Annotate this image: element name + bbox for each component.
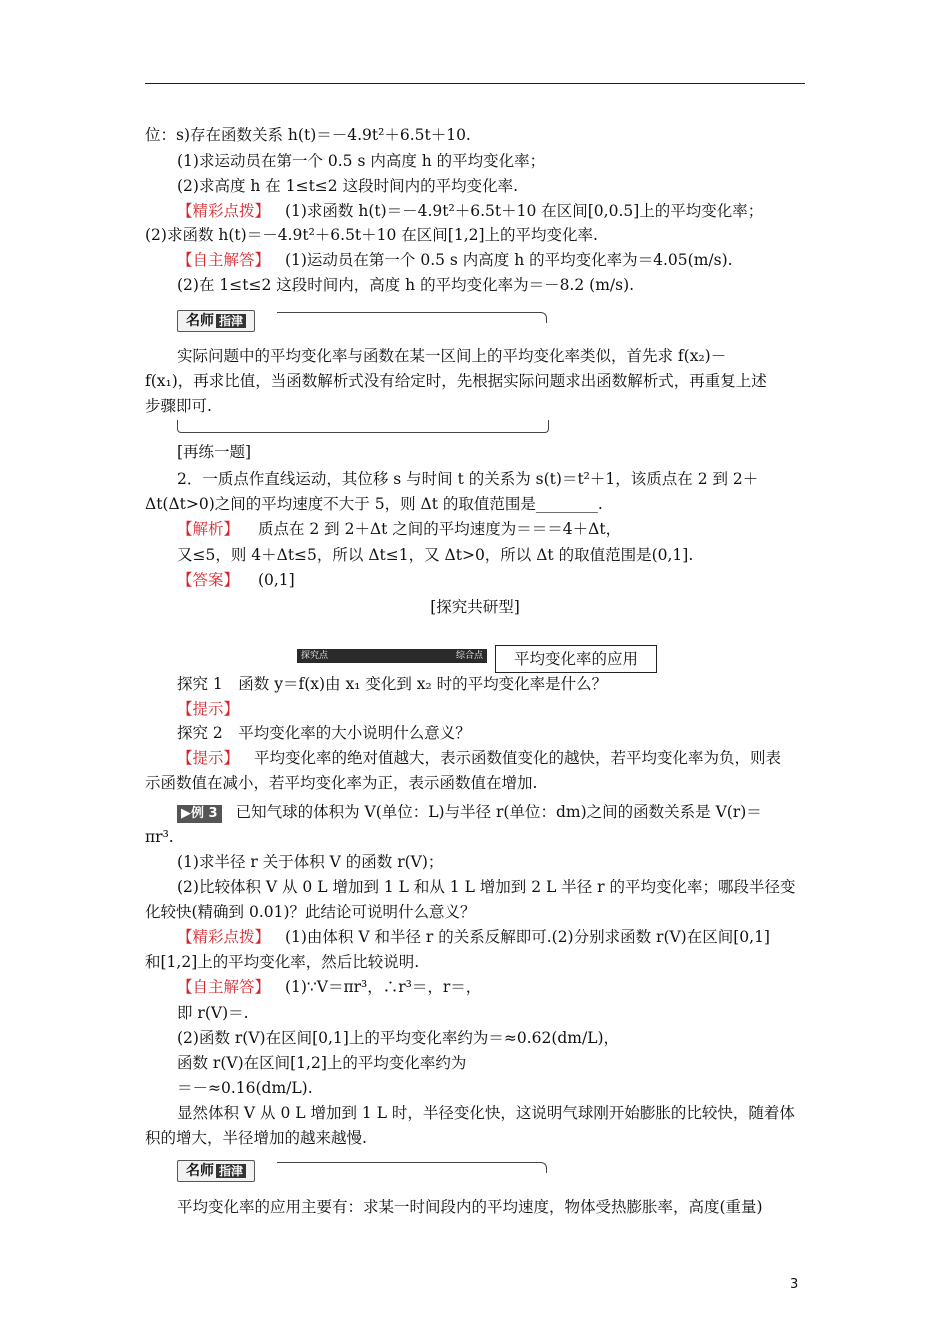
tip-box-header [177,310,547,332]
section-heading: [探究共研型] [430,598,520,616]
text-line [177,747,781,769]
text-span: (1)运动员在第一个 0.5 s 内高度 h 的平均变化率为＝4.05(m/s). [284,251,733,269]
text-line: πr³. [145,828,174,846]
text-line: 示函数值在减小，若平均变化率为正，表示函数值在增加. [145,774,538,792]
topic-right-label: 综合点 [455,651,483,661]
tip-box-frame-top [277,1162,547,1173]
zizhu-tag: 【自主解答】 [177,251,271,269]
jiexi-tag: 【解析】 [177,520,240,538]
tip-label-main: 名师 [186,1163,214,1179]
jingcai-tag: 【精彩点拨】 [177,928,271,946]
text-line: 即 r(V)＝. [177,1004,249,1022]
page-number: 3 [790,1277,799,1292]
tip-label [177,1160,255,1182]
text-line [177,569,295,591]
tip-label-accent: 指津 [216,1164,246,1178]
text-line: (2)求函数 h(t)＝－4.9t²＋6.5t＋10 在区间[1,2]上的平均变化率. [145,226,598,244]
tip-label-accent: 指津 [216,314,246,328]
text-span: 已知气球的体积为 V(单位：L)与半径 r(单位：dm)之间的函数关系是 V(r)＝ [235,803,762,821]
daan-tag: 【答案】 [177,571,240,589]
tishi-tag: 【提示】 [177,749,240,767]
text-line: 实际问题中的平均变化率与函数在某一区间上的平均变化率类似，首先求 f(x₂)－ [177,347,727,365]
topic-title: 平均变化率的应用 [495,645,657,673]
text-line [177,518,621,540]
text-line: 和[1,2]上的平均变化率，然后比较说明. [145,953,420,971]
text-line: 平均变化率的应用主要有：求某一时间段内的平均速度，物体受热膨胀率，高度(重量) [177,1198,763,1216]
text-line: 步骤即可. [145,397,212,415]
text-line [177,200,763,222]
jingcai-tag: 【精彩点拨】 [177,202,271,220]
text-line [177,801,762,823]
text-line: (2)函数 r(V)在区间[0,1]上的平均变化率约为＝≈0.62(dm/L)， [177,1029,620,1047]
text-line: [再练一题] [177,443,252,461]
text-line: (1)求半径 r 关于体积 V 的函数 r(V)； [177,853,444,871]
text-line: (2)比较体积 V 从 0 L 增加到 1 L 和从 1 L 增加到 2 L 半径 r 的平均变化率；哪段半径变 [177,878,796,896]
text-span: (1)求函数 h(t)＝－4.9t²＋6.5t＋10 在区间[0,0.5]上的平均变化率； [284,202,764,220]
topic-bar-dark [297,649,487,663]
text-line [177,926,770,948]
text-line: 又≤5，则 4＋Δt≤5，所以 Δt≤1，又 Δt>0，所以 Δt 的取值范围是(0,1]. [177,546,694,564]
topic-left-label: 探究点 [301,651,329,661]
header-rule [145,83,805,84]
text-line: 位：s)存在函数关系 h(t)＝－4.9t²＋6.5t＋10. [145,126,471,144]
tip-box-header [177,1160,547,1182]
text-line: 积的增大，半径增加的越来越慢. [145,1129,367,1147]
text-span: (1)由体积 V 和半径 r 的关系反解即可.(2)分别求函数 r(V)在区间[0,1] [284,928,770,946]
text-line [177,698,239,720]
text-line [177,976,481,998]
example-badge: ▶例 3 [177,805,222,823]
text-line: 探究 2 平均变化率的大小说明什么意义？ [177,724,471,742]
tip-box-frame-top [277,312,547,323]
text-span: 平均变化率的绝对值越大，表示函数值变化的越快，若平均变化率为负，则表 [253,749,781,767]
text-line: (1)求运动员在第一个 0.5 s 内高度 h 的平均变化率； [177,152,546,170]
answer-text: (0,1] [257,571,295,589]
text-line: (2)求高度 h 在 1≤t≤2 这段时间内的平均变化率. [177,177,519,195]
text-line: ＝－≈0.16(dm/L). [177,1079,313,1097]
text-line: 函数 r(V)在区间[1,2]上的平均变化率约为 [177,1054,467,1072]
tip-label [177,310,255,332]
text-line: 2．一质点作直线运动，其位移 s 与时间 t 的关系为 s(t)＝t²＋1，该质点在 2 到 2＋ [177,470,759,488]
text-line: f(x₁)，再求比值，当函数解析式没有给定时，先根据实际问题求出函数解析式，再重复上述 [145,372,767,390]
text-line: 显然体积 V 从 0 L 增加到 1 L 时，半径变化快，这说明气球刚开始膨胀的比较快，随着体 [177,1104,795,1122]
tip-box-frame-bottom [177,420,549,433]
text-line: Δt(Δt>0)之间的平均速度不大于 5，则 Δt 的取值范围是________. [145,495,603,513]
tishi-tag: 【提示】 [177,700,240,718]
text-line: (2)在 1≤t≤2 这段时间内，高度 h 的平均变化率为＝－8.2 (m/s). [177,276,635,294]
topic-bar [297,645,657,671]
tip-label-main: 名师 [186,313,214,329]
zizhu-tag: 【自主解答】 [177,978,271,996]
text-line [177,249,733,271]
text-line: 化较快(精确到 0.01)？此结论可说明什么意义？ [145,903,476,921]
text-line: 探究 1 函数 y＝f(x)由 x₁ 变化到 x₂ 时的平均变化率是什么？ [177,675,608,693]
text-span: 质点在 2 到 2＋Δt 之间的平均速度为＝＝＝4＋Δt， [257,520,622,538]
text-span: (1)∵V＝πr³，∴r³＝，r＝， [284,978,482,996]
